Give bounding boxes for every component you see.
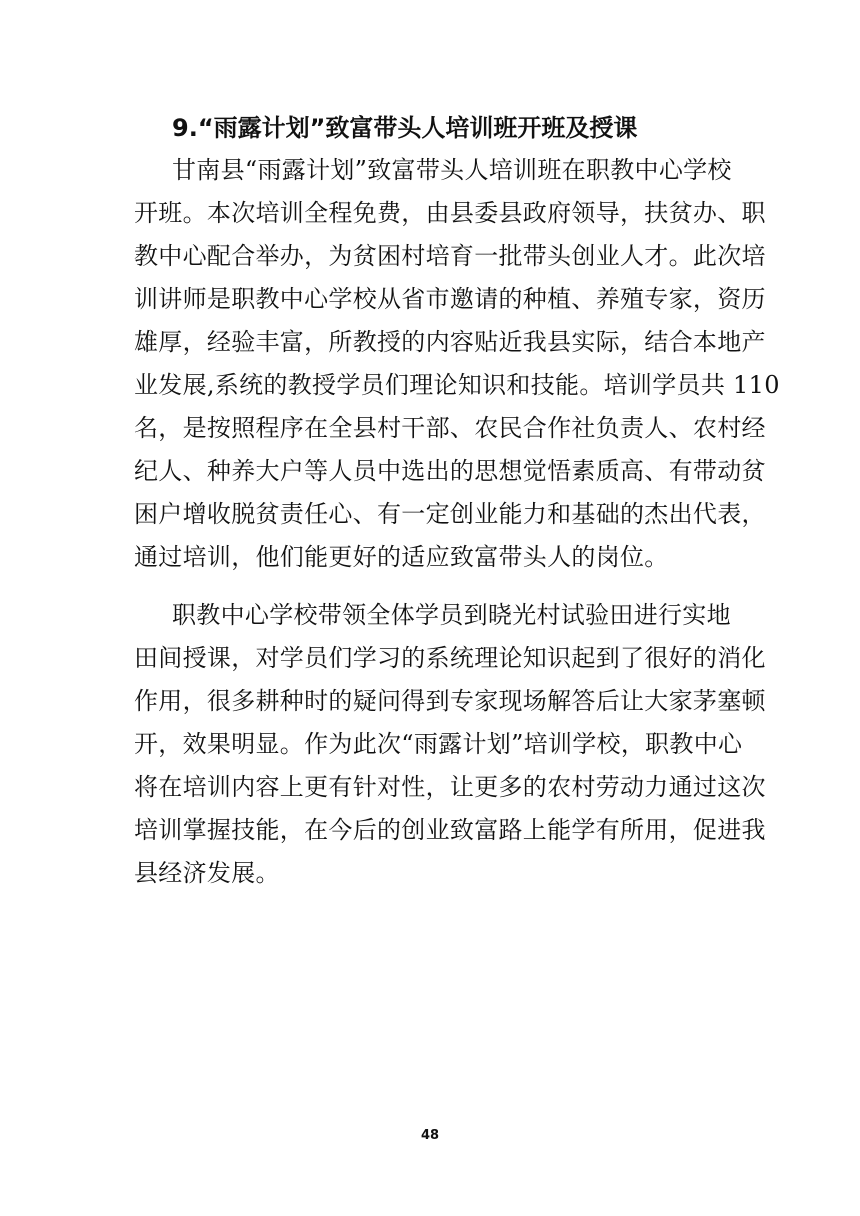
paragraph-2-line-6: 培训掌握技能，在今后的创业致富路上能学有所用，促进我 (134, 816, 766, 844)
section-heading: 9.“雨露计划”致富带头人培训班开班及授课 (172, 114, 638, 142)
paragraph-2-line-5: 将在培训内容上更有针对性，让更多的农村劳动力通过这次 (134, 773, 766, 801)
paragraph-1-line-2: 开班。本次培训全程免费，由县委县政府领导，扶贫办、职 (134, 199, 766, 227)
paragraph-1-line-7: 名，是按照程序在全县村干部、农民合作社负责人、农村经 (134, 414, 766, 442)
paragraph-1-line-8: 纪人、种养大户等人员中选出的思想觉悟素质高、有带动贫 (134, 457, 766, 485)
paragraph-1-line-9: 困户增收脱贫责任心、有一定创业能力和基础的杰出代表， (134, 500, 766, 528)
paragraph-1-line-6: 业发展,系统的教授学员们理论知识和技能。培训学员共 110 (134, 371, 780, 399)
page-number: 48 (420, 1128, 440, 1143)
paragraph-1-line-1: 甘南县“雨露计划”致富带头人培训班在职教中心学校 (172, 156, 732, 184)
paragraph-2-line-1: 职教中心学校带领全体学员到晓光村试验田进行实地 (172, 601, 731, 629)
paragraph-2-line-7: 县经济发展。 (134, 859, 280, 887)
paragraph-2-line-2: 田间授课，对学员们学习的系统理论知识起到了很好的消化 (134, 644, 766, 672)
paragraph-2-line-3: 作用，很多耕种时的疑问得到专家现场解答后让大家茅塞顿 (134, 687, 766, 715)
paragraph-1-line-5: 雄厚，经验丰富，所教授的内容贴近我县实际，结合本地产 (134, 328, 766, 356)
paragraph-2-line-4: 开，效果明显。作为此次“雨露计划”培训学校，职教中心 (134, 730, 743, 758)
paragraph-1-line-10: 通过培训，他们能更好的适应致富带头人的岗位。 (134, 543, 669, 571)
paragraph-1-line-4: 训讲师是职教中心学校从省市邀请的种植、养殖专家，资历 (134, 285, 766, 313)
paragraph-1-line-3: 教中心配合举办，为贫困村培育一批带头创业人才。此次培 (134, 242, 766, 270)
